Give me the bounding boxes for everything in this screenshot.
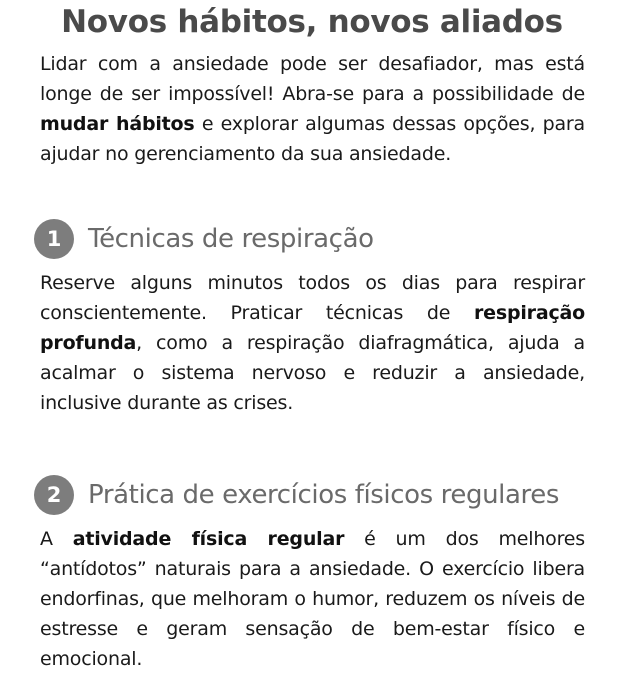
section-1-bold-text: respiração profunda — [40, 302, 585, 354]
section-2-number-badge: 2 — [34, 475, 74, 515]
section-2-text-end: é um dos melhores “antídotos” naturais para a ansiedade. O exercício libera endorfinas, que melhoram o humor, reduzem os níveis de estresse e geram sensação de bem-estar físico e emocional. — [40, 528, 585, 670]
section-1-text-start: Reserve alguns minutos todos os dias para respirar conscientemente. Praticar técnicas de — [40, 272, 585, 324]
section-2-header — [34, 473, 559, 517]
section-1-header — [34, 217, 374, 261]
intro-text-end: e explorar algumas dessas opções, para ajudar no gerenciamento da sua ansiedade. — [40, 113, 585, 165]
intro-paragraph — [40, 49, 585, 169]
intro-text-start: Lidar com a ansiedade pode ser desafiador, mas está longe de ser impossível! Abra-se para a possibilidade de — [40, 53, 585, 105]
section-2-paragraph — [40, 524, 585, 674]
page-title: Novos hábitos, novos aliados — [61, 4, 563, 40]
section-2-heading: Prática de exercícios físicos regulares — [88, 480, 559, 510]
intro-bold-text: mudar hábitos — [40, 113, 195, 135]
section-2-text-start: A — [40, 528, 73, 550]
section-1-text-end: , como a respiração diafragmática, ajuda a acalmar o sistema nervoso e reduzir a ansiedade, inclusive durante as crises. — [40, 332, 585, 414]
section-1-paragraph — [40, 268, 585, 418]
section-2-bold-text: atividade física regular — [72, 528, 345, 550]
section-1-heading: Técnicas de respiração — [88, 224, 374, 254]
section-1-number-badge: 1 — [34, 219, 74, 259]
